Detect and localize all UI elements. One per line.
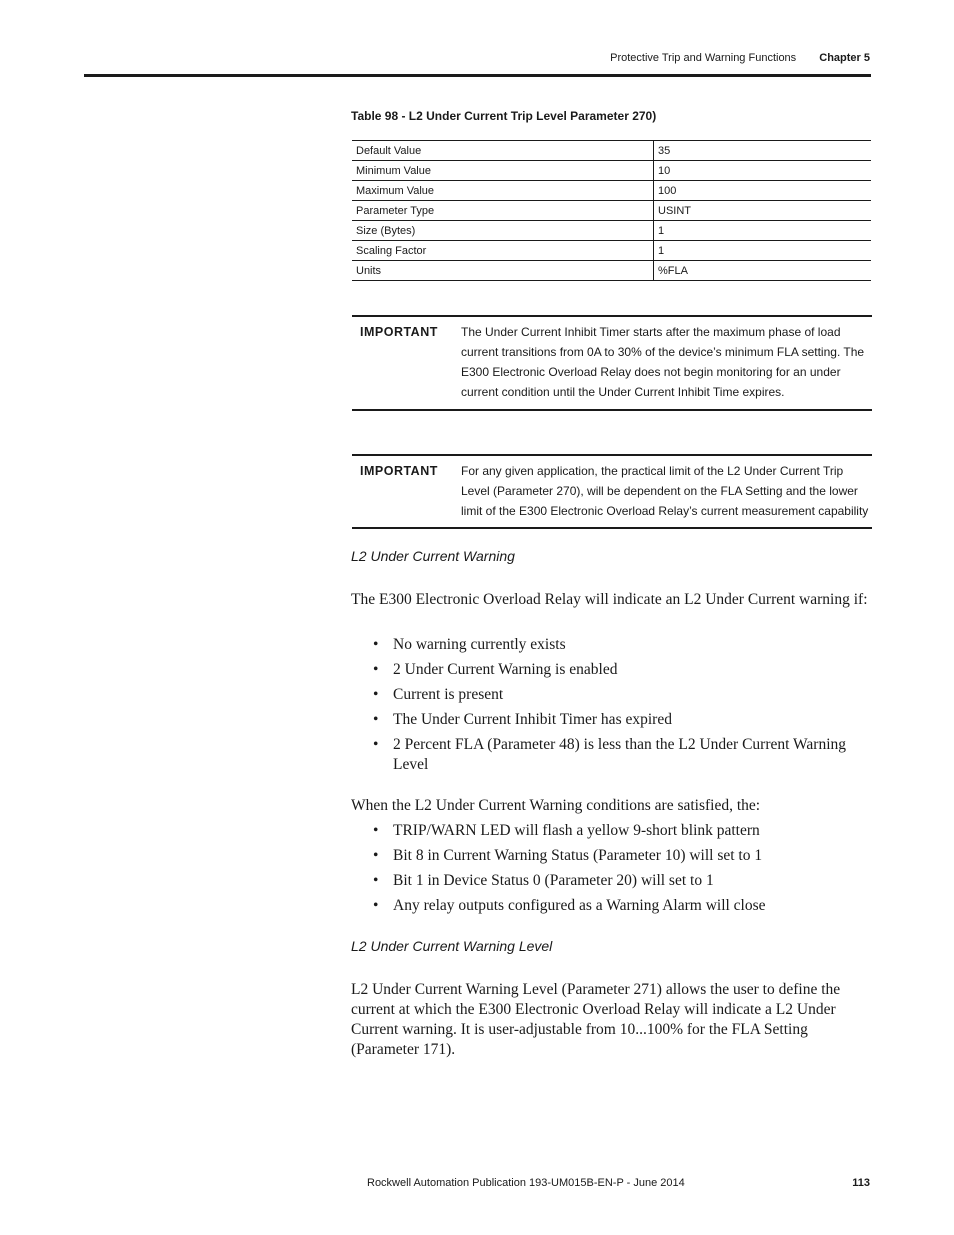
list-item: • 2 Under Current Warning is enabled <box>393 660 873 680</box>
list-item: • Any relay outputs configured as a Warning Alarm will close <box>393 896 873 916</box>
important-label: IMPORTANT <box>360 464 438 478</box>
table-row <box>352 201 871 221</box>
paragraph: L2 Under Current Warning Level (Parameter 271) allows the user to define the current at which the E300 Electronic Overload Relay will indicate a L2 Under Current warning. It is user-adjustable from 10...100% for the FLA Setting (Parameter 171). <box>351 981 841 1058</box>
publication-info: Rockwell Automation Publication 193-UM015B-EN-P - June 2014 <box>367 1177 685 1189</box>
section-heading: L2 Under Current Warning <box>351 548 515 564</box>
important-note <box>352 315 872 411</box>
list-item: • Bit 1 in Device Status 0 (Parameter 20) will set to 1 <box>393 871 873 891</box>
row-label: Default Value <box>352 141 654 161</box>
list-item: • 2 Percent FLA (Parameter 48) is less than the L2 Under Current Warning Level <box>393 735 873 775</box>
list-item: • The Under Current Inhibit Timer has expired <box>393 710 873 730</box>
important-text: The Under Current Inhibit Timer starts after the maximum phase of load current transitions from 0A to 30% of the device’s minimum FLA setting. The E300 Electronic Overload Relay does not begin monitoring for an under current condition until the Under Current Inhibit Time expires. <box>461 325 865 399</box>
row-label: Size (Bytes) <box>352 221 654 241</box>
chapter-label: Chapter 5 <box>819 52 870 64</box>
parameter-table <box>352 140 871 281</box>
section-title: Protective Trip and Warning Functions <box>610 52 797 64</box>
row-value: 1 <box>654 241 872 261</box>
table-row <box>352 181 871 201</box>
table-row <box>352 241 871 261</box>
paragraph: When the L2 Under Current Warning conditions are satisfied, the: <box>351 797 761 814</box>
row-label: Minimum Value <box>352 161 654 181</box>
row-value: 100 <box>654 181 872 201</box>
list-item: • Bit 8 in Current Warning Status (Parameter 10) will set to 1 <box>393 846 873 866</box>
row-value: 35 <box>654 141 872 161</box>
important-label: IMPORTANT <box>360 325 438 339</box>
list-item: • TRIP/WARN LED will flash a yellow 9-short blink pattern <box>393 821 873 841</box>
paragraph: The E300 Electronic Overload Relay will indicate an L2 Under Current warning if: <box>351 591 868 608</box>
page-number: 113 <box>852 1177 870 1189</box>
section-heading: L2 Under Current Warning Level <box>351 938 553 954</box>
header-rule <box>84 74 871 77</box>
table-caption: Table 98 - L2 Under Current Trip Level Parameter 270) <box>351 109 657 123</box>
row-value: 10 <box>654 161 872 181</box>
row-label: Units <box>352 261 654 281</box>
list-item: • Current is present <box>393 685 873 705</box>
row-value: 1 <box>654 221 872 241</box>
bullet-list <box>393 635 873 780</box>
important-note <box>352 454 872 529</box>
important-text: For any given application, the practical limit of the L2 Under Current Trip Level (Parameter 270), will be dependent on the FLA Setting and the lower limit of the E300 Electronic Overload Relay’s current measurement capability <box>461 464 869 518</box>
row-label: Maximum Value <box>352 181 654 201</box>
row-label: Parameter Type <box>352 201 654 221</box>
row-label: Scaling Factor <box>352 241 654 261</box>
bullet-list <box>393 821 873 921</box>
table-row <box>352 261 871 281</box>
row-value: %FLA <box>654 261 872 281</box>
running-header <box>610 52 870 64</box>
row-value: USINT <box>654 201 872 221</box>
table-row <box>352 221 871 241</box>
table-row <box>352 141 871 161</box>
table-row <box>352 161 871 181</box>
list-item: • No warning currently exists <box>393 635 873 655</box>
